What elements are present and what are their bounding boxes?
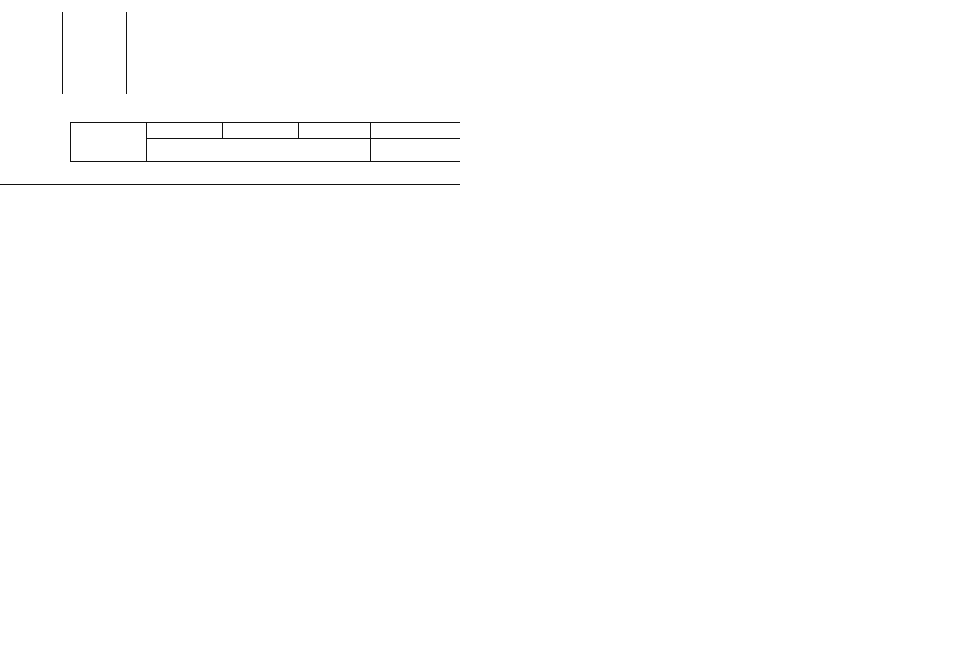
- horse-entry-1: [0, 170, 460, 232]
- results-grid: [70, 122, 460, 162]
- header-divider: [126, 12, 127, 94]
- left-column: [0, 170, 460, 672]
- header-divider: [62, 12, 63, 94]
